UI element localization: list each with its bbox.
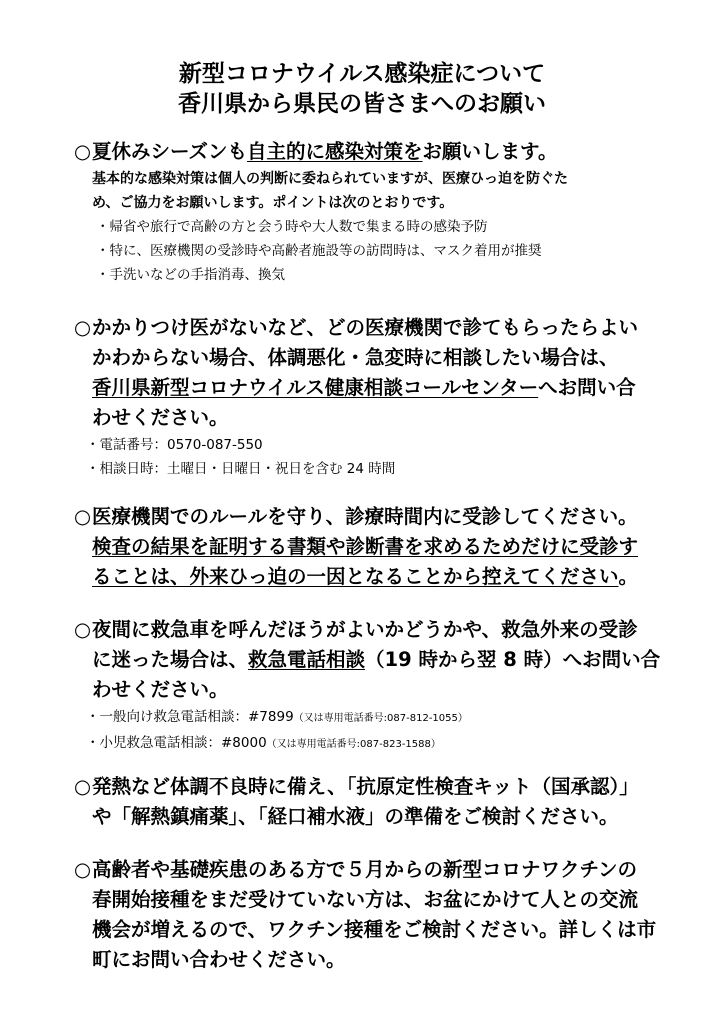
section-heading: ○発熱など体調不良時に備え、「抗原定性検査キット（国承認）」 bbox=[74, 772, 694, 802]
section-heading: ○夏休みシーズンも自主的に感染対策をお願いします。 bbox=[74, 137, 694, 167]
underlined-phrase: 救急電話相談 bbox=[248, 648, 366, 671]
section-body-line: 基本的な感染対策は個人の判断に委ねられていますが、医療ひっ迫を防ぐた bbox=[92, 171, 568, 187]
underlined-phrase: 自主的に感染対策を bbox=[247, 140, 423, 163]
section-heading-line: わせください。 bbox=[92, 406, 229, 429]
circle-marker: ○ bbox=[74, 858, 92, 881]
section-heading-line: に迷った場合は、救急電話相談（19 時から翌 8 時）へお問い合 bbox=[92, 648, 661, 671]
circle-marker: ○ bbox=[74, 140, 92, 163]
section-heading: ○夜間に救急車を呼んだほうがよいかどうかや、救急外来の受診 bbox=[74, 615, 694, 645]
section-body-line: め、ご協力をお願いします。ポイントは次のとおりです。 bbox=[92, 195, 454, 211]
document-title-line-1: 新型コロナウイルス感染症について bbox=[178, 61, 546, 87]
underlined-phrase: 検査の結果を証明する書類や診断書を求めるためだけに受診す bbox=[92, 535, 639, 558]
section-heading-line: や「解熱鎮痛薬」、「経口補水液」の準備をご検討ください。 bbox=[92, 805, 619, 828]
document-title-line-2: 香川県から県民の皆さまへのお願い bbox=[178, 91, 546, 117]
bullet-item: ・帰省や旅行で高齢の方と会う時や大人数で集まる時の感染予防 bbox=[96, 219, 488, 235]
general-emergency-line-item: ・一般向け救急電話相談：#7899（又は専用電話番号:087-812-1055） bbox=[86, 709, 468, 725]
section-heading-line bbox=[74, 532, 694, 562]
section-heading-line: 香川県新型コロナウイルス健康相談コールセンターへお問い合 bbox=[92, 376, 636, 399]
circle-marker: ○ bbox=[74, 775, 92, 798]
section-heading: ○医療機関でのルールを守り、診療時間内に受診してください。 bbox=[74, 502, 694, 532]
section-heading: ○かかりつけ医がないなど、どの医療機関で診てもらったらよい bbox=[74, 313, 694, 343]
section-heading-line: かわからない場合、体調悪化・急変時に相談したい場合は、 bbox=[92, 346, 619, 369]
circle-marker: ○ bbox=[74, 505, 92, 528]
section-vaccination bbox=[74, 855, 694, 975]
section-heading-line: 機会が増えるので、ワクチン接種をご検討ください。詳しくは市 bbox=[92, 918, 657, 941]
consultation-hours-item: ・相談日時：土曜日・日曜日・祝日を含む 24 時間 bbox=[86, 461, 396, 477]
section-heading-line: わせください。 bbox=[92, 678, 229, 701]
call-center-name: 香川県新型コロナウイルス健康相談コールセンター bbox=[92, 376, 539, 399]
bullet-item: ・特に、医療機関の受診時や高齢者施設等の訪問時は、マスク着用が推奨 bbox=[96, 243, 542, 259]
section-medical-institution-rules bbox=[74, 502, 694, 592]
section-fever-preparation bbox=[74, 772, 694, 832]
section-heading-line: 町にお問い合わせください。 bbox=[92, 948, 346, 971]
section-heading-line: 春開始接種をまだ受けていない方は、お盆にかけて人との交流 bbox=[92, 888, 639, 911]
underlined-phrase: ることは、外来ひっ迫の一因となることから控えてください bbox=[92, 565, 619, 588]
section-heading-line: ることは、外来ひっ迫の一因となることから控えてください。 bbox=[92, 565, 639, 588]
pediatric-emergency-line-item: ・小児救急電話相談：#8000（又は専用電話番号:087-823-1588） bbox=[86, 735, 441, 751]
phone-number-item: ・電話番号：0570-087-550 bbox=[86, 437, 263, 453]
bullet-item: ・手洗いなどの手指消毒、換気 bbox=[96, 267, 285, 283]
section-emergency-phone-consultation bbox=[74, 615, 694, 757]
section-heading: ○高齢者や基礎疾患のある方で５月からの新型コロナワクチンの bbox=[74, 855, 694, 885]
section-summer-infection-measures bbox=[74, 137, 694, 287]
circle-marker: ○ bbox=[74, 618, 92, 641]
section-consultation-call-center bbox=[74, 313, 694, 481]
circle-marker: ○ bbox=[74, 316, 92, 339]
